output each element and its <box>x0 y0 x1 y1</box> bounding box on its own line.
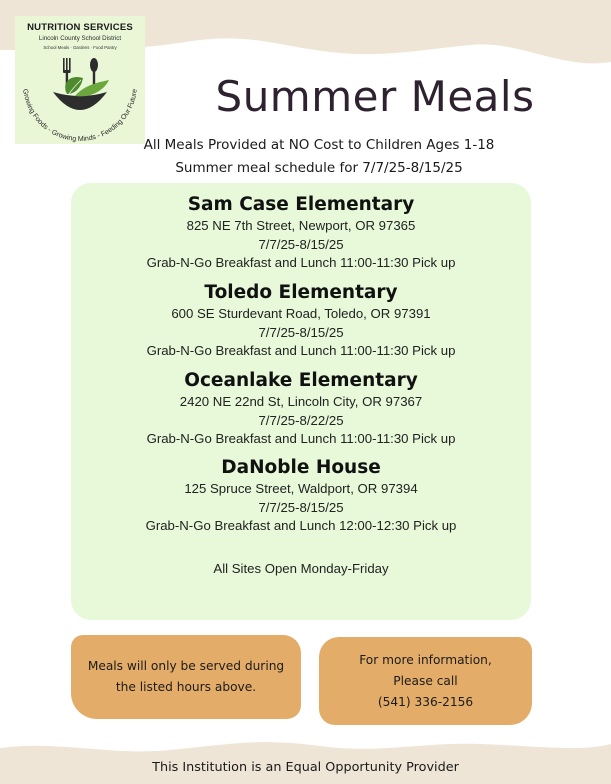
site-service: Grab-N-Go Breakfast and Lunch 11:00-11:30 Pick up <box>146 255 456 270</box>
site-name: Oceanlake Elementary <box>184 370 418 391</box>
site-service: Grab-N-Go Breakfast and Lunch 12:00-12:30 Pick up <box>145 518 457 533</box>
logo-title: NUTRITION SERVICES <box>27 22 133 33</box>
meal-sites-card <box>71 183 531 620</box>
site-dates: 7/7/25-8/15/25 <box>258 499 344 515</box>
subtitle-no-cost: All Meals Provided at NO Cost to Children Ages 1-18 <box>143 137 495 153</box>
site-block <box>71 456 531 536</box>
site-dates: 7/7/25-8/22/25 <box>258 412 344 428</box>
site-name: Toledo Elementary <box>204 282 398 303</box>
contact-info-note <box>319 637 532 725</box>
logo-programs: School Meals · Gardens · Food Pantry <box>43 45 117 50</box>
site-service: Grab-N-Go Breakfast and Lunch 11:00-11:30 Pick up <box>146 431 456 446</box>
logo-district: Lincoln County School District <box>38 35 122 42</box>
site-dates: 7/7/25-8/15/25 <box>258 236 344 252</box>
site-block <box>71 193 531 273</box>
site-address: 600 SE Sturdevant Road, Toledo, OR 97391 <box>171 306 431 321</box>
served-hours-line-2: the listed hours above. <box>115 680 257 694</box>
subtitle-schedule-dates: Summer meal schedule for 7/7/25-8/15/25 <box>175 160 463 176</box>
site-dates: 7/7/25-8/15/25 <box>258 324 344 340</box>
site-block <box>71 369 531 449</box>
site-name: DaNoble House <box>221 457 381 478</box>
site-block <box>71 281 531 361</box>
served-hours-note <box>71 635 301 719</box>
contact-line-1: For more information, <box>359 652 492 667</box>
site-service: Grab-N-Go Breakfast and Lunch 11:00-11:30 Pick up <box>146 343 456 358</box>
page-title: Summer Meals <box>215 72 535 121</box>
logo-tagline: Growing Foods - Growing Minds - Feeding Our Future <box>21 88 139 144</box>
phone-number: (541) 336-2156 <box>377 694 474 709</box>
site-address: 125 Spruce Street, Waldport, OR 97394 <box>184 481 418 496</box>
open-days-note: All Sites Open Monday-Friday <box>213 561 389 576</box>
served-hours-line-1: Meals will only be served during <box>87 659 285 673</box>
site-address: 2420 NE 22nd St, Lincoln City, OR 97367 <box>179 394 423 409</box>
site-name: Sam Case Elementary <box>187 194 415 215</box>
equal-opportunity-footer: This Institution is an Equal Opportunity Provider <box>152 760 459 775</box>
bowl-leaves-icon <box>15 50 145 144</box>
site-address: 825 NE 7th Street, Newport, OR 97365 <box>186 218 416 233</box>
nutrition-services-logo <box>15 16 145 144</box>
contact-line-2: Please call <box>393 673 458 688</box>
